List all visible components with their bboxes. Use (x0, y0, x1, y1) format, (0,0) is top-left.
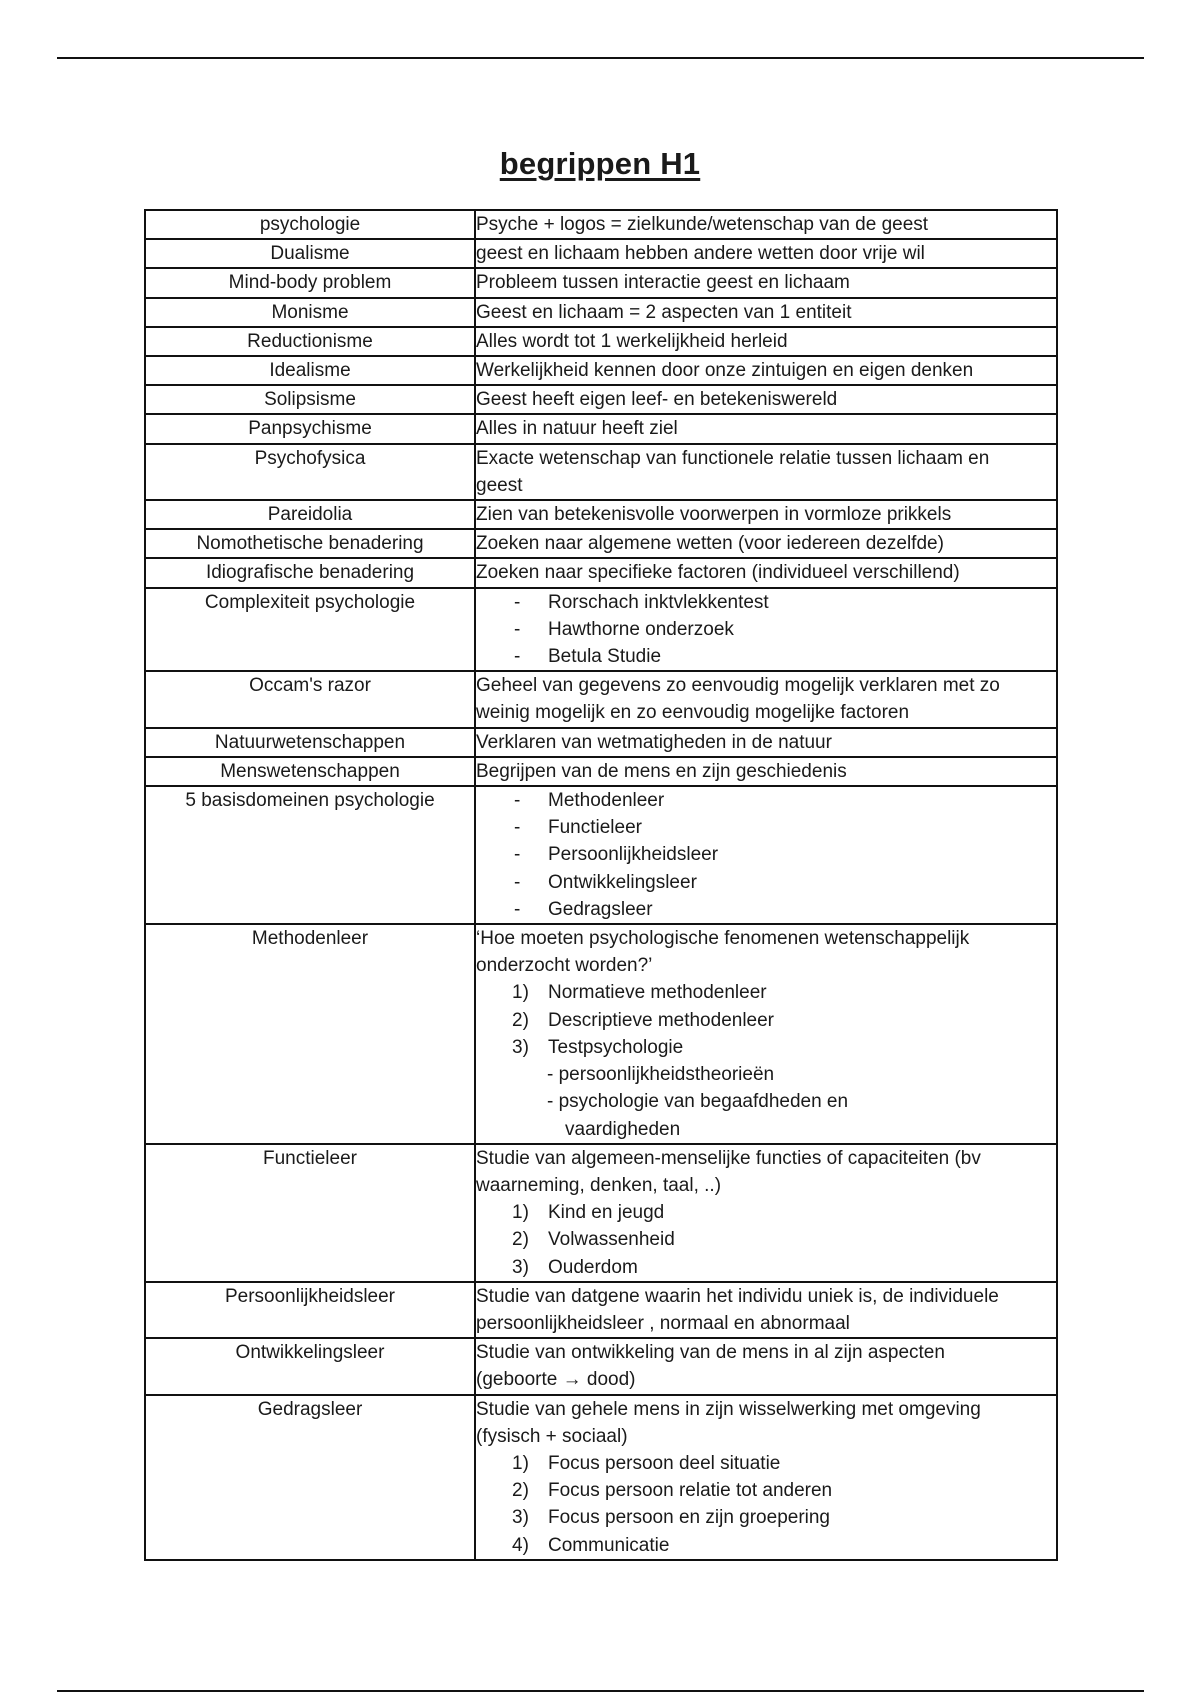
list-item (476, 1477, 1056, 1504)
definition-cell (475, 588, 1057, 672)
definition-cell (475, 298, 1057, 327)
list-item (476, 1226, 1056, 1253)
term-cell: Natuurwetenschappen (145, 728, 475, 757)
list-item (476, 1007, 1056, 1034)
list-item-text: Gedragsleer (548, 898, 653, 920)
definition-cell (475, 728, 1057, 757)
list-item-text: Descriptieve methodenleer (548, 1009, 775, 1031)
term-cell: Idealisme (145, 356, 475, 385)
list-item (476, 841, 1056, 868)
definition-line: Geest heeft eigen leef- en betekeniswereld (476, 389, 838, 411)
definition-line: Zoeken naar algemene wetten (voor iedereen dezelfde) (476, 533, 944, 555)
definition-line: Geest en lichaam = 2 aspecten van 1 entiteit (476, 301, 852, 323)
dash-marker: - (514, 591, 521, 613)
term-cell: Functieleer (145, 1144, 475, 1282)
term-cell: 5 basisdomeinen psychologie (145, 786, 475, 924)
list-item (476, 643, 1056, 670)
table-row (145, 414, 1057, 443)
numbered-list (476, 1450, 1056, 1559)
header-rule (57, 57, 1144, 59)
number-marker: 3) (512, 1507, 529, 1529)
definition-cell (475, 385, 1057, 414)
table-row (145, 298, 1057, 327)
list-item-text: Focus persoon en zijn groepering (548, 1507, 831, 1529)
definition-line: geest en lichaam hebben andere wetten door vrije wil (476, 243, 925, 265)
list-item (476, 869, 1056, 896)
definition-line: Zien van betekenisvolle voorwerpen in vormloze prikkels (476, 504, 952, 526)
list-item (476, 814, 1056, 841)
table-row (145, 356, 1057, 385)
sub-item: - psychologie van begaafdheden en (547, 1091, 849, 1113)
term-cell: Mind-body problem (145, 268, 475, 297)
definition-line: Psyche + logos = zielkunde/wetenschap van de geest (476, 214, 929, 235)
page-title: begrippen H1 (499, 146, 701, 181)
term-cell: Occam's razor (145, 671, 475, 727)
definition-line: geest (476, 474, 523, 496)
definition-line: Werkelijkheid kennen door onze zintuigen en eigen denken (476, 360, 974, 382)
list-item-text: Functieleer (548, 817, 642, 839)
table-row (145, 728, 1057, 757)
list-item (476, 1254, 1056, 1281)
list-item (476, 979, 1056, 1006)
table-row (145, 1144, 1057, 1282)
list-item-text: Ouderdom (548, 1256, 638, 1278)
table-row (145, 239, 1057, 268)
definition-line: Geheel van gegevens zo eenvoudig mogelijk verklaren met zo (476, 675, 1000, 697)
list-item-text: Persoonlijkheidsleer (548, 844, 719, 866)
number-marker: 1) (512, 982, 529, 1004)
terms-table (144, 209, 1058, 1561)
definition-cell (475, 1338, 1057, 1394)
definition-line: Studie van gehele mens in zijn wisselwerking met omgeving (476, 1398, 981, 1420)
table-row (145, 500, 1057, 529)
definition-cell (475, 924, 1057, 1144)
dash-marker: - (514, 817, 521, 839)
table-row (145, 268, 1057, 297)
term-cell: Methodenleer (145, 924, 475, 1144)
list-item (476, 896, 1056, 923)
bullet-list (476, 787, 1056, 923)
definition-cell (475, 786, 1057, 924)
definition-line: weinig mogelijk en zo eenvoudig mogelijke factoren (476, 702, 910, 724)
term-cell: Dualisme (145, 239, 475, 268)
table-row (145, 1282, 1057, 1338)
definition-line: Exacte wetenschap van functionele relatie tussen lichaam en (476, 447, 990, 469)
dash-marker: - (514, 646, 521, 668)
term-cell: Pareidolia (145, 500, 475, 529)
definition-line: Studie van algemeen-menselijke functies of capaciteiten (bv (476, 1147, 981, 1169)
definition-line: (geboorte → dood) (476, 1369, 636, 1391)
list-item (476, 1450, 1056, 1477)
definition-line: persoonlijkheidsleer , normaal en abnormaal (476, 1312, 850, 1334)
definition-line: (fysisch + sociaal) (476, 1425, 628, 1447)
dash-marker: - (514, 618, 521, 640)
number-marker: 4) (512, 1534, 529, 1556)
definition-line: Verklaren van wetmatigheden in de natuur (476, 731, 832, 753)
numbered-list (476, 979, 1056, 1061)
list-item (476, 787, 1056, 814)
definition-cell (475, 268, 1057, 297)
list-item-text: Testpsychologie (548, 1036, 684, 1058)
table-row (145, 529, 1057, 558)
list-item (476, 1199, 1056, 1226)
term-cell: Complexiteit psychologie (145, 588, 475, 672)
definition-cell (475, 500, 1057, 529)
definition-line: waarneming, denken, taal, ..) (476, 1174, 722, 1196)
term-cell: Panpsychisme (145, 414, 475, 443)
number-marker: 3) (512, 1036, 529, 1058)
number-marker: 2) (512, 1229, 529, 1251)
term-cell: Persoonlijkheidsleer (145, 1282, 475, 1338)
definition-cell (475, 356, 1057, 385)
list-item (476, 616, 1056, 643)
definition-cell (475, 1144, 1057, 1282)
table-row (145, 327, 1057, 356)
definition-line: Begrijpen van de mens en zijn geschiedenis (476, 760, 847, 782)
dash-marker: - (514, 898, 521, 920)
table-row (145, 1338, 1057, 1394)
definition-line: Probleem tussen interactie geest en lichaam (476, 272, 850, 294)
number-marker: 2) (512, 1009, 529, 1031)
table-row (145, 786, 1057, 924)
list-item (476, 1532, 1056, 1559)
list-item-text: Rorschach inktvlekkentest (548, 591, 769, 613)
number-marker: 1) (512, 1452, 529, 1474)
table-row (145, 558, 1057, 587)
definition-cell (475, 558, 1057, 587)
term-cell: Ontwikkelingsleer (145, 1338, 475, 1394)
sub-item: vaardigheden (565, 1118, 681, 1140)
definition-cell (475, 529, 1057, 558)
term-cell: Psychofysica (145, 444, 475, 500)
list-item (476, 1504, 1056, 1531)
term-cell: Nomothetische benadering (145, 529, 475, 558)
list-item-text: Betula Studie (548, 646, 662, 668)
number-marker: 3) (512, 1256, 529, 1278)
list-item-text: Kind en jeugd (548, 1202, 665, 1224)
definition-cell (475, 444, 1057, 500)
table-row (145, 1395, 1057, 1560)
definition-cell (475, 757, 1057, 786)
list-item (476, 589, 1056, 616)
table-row (145, 385, 1057, 414)
dash-marker: - (514, 790, 521, 812)
bullet-list (476, 589, 1056, 671)
term-cell: Monisme (145, 298, 475, 327)
list-item-text: Focus persoon deel situatie (548, 1452, 781, 1474)
definition-line: Studie van ontwikkeling van de mens in al zijn aspecten (476, 1342, 945, 1364)
table-row (145, 671, 1057, 727)
list-item-text: Communicatie (548, 1534, 670, 1556)
list-item-text: Methodenleer (548, 790, 665, 812)
table-row (145, 588, 1057, 672)
list-item-text: Ontwikkelingsleer (548, 871, 697, 893)
definition-line: onderzocht worden?’ (476, 955, 653, 977)
dash-marker: - (514, 871, 521, 893)
table-row (145, 757, 1057, 786)
list-item-text: Normatieve methodenleer (548, 982, 767, 1004)
term-cell: Reductionisme (145, 327, 475, 356)
definition-line: Studie van datgene waarin het individu uniek is, de individuele (476, 1285, 999, 1307)
number-marker: 1) (512, 1202, 529, 1224)
list-item-text: Hawthorne onderzoek (548, 618, 734, 640)
definition-line: Zoeken naar specifieke factoren (individueel verschillend) (476, 562, 960, 584)
term-cell: Solipsisme (145, 385, 475, 414)
numbered-list (476, 1199, 1056, 1281)
table-row (145, 924, 1057, 1144)
definition-line: ‘Hoe moeten psychologische fenomenen wetenschappelijk (476, 928, 970, 950)
definition-cell (475, 1395, 1057, 1560)
definition-cell (475, 1282, 1057, 1338)
number-marker: 2) (512, 1480, 529, 1502)
term-cell: psychologie (145, 210, 475, 239)
table-row (145, 210, 1057, 239)
definition-cell (475, 239, 1057, 268)
definition-cell (475, 327, 1057, 356)
table-row (145, 444, 1057, 500)
list-item (476, 1034, 1056, 1061)
footer-rule (57, 1690, 1144, 1692)
term-cell: Idiografische benadering (145, 558, 475, 587)
definition-cell (475, 210, 1057, 239)
term-cell: Menswetenschappen (145, 757, 475, 786)
definition-line: Alles wordt tot 1 werkelijkheid herleid (476, 330, 788, 352)
definition-cell (475, 414, 1057, 443)
list-item-text: Focus persoon relatie tot anderen (548, 1480, 833, 1502)
definition-line: Alles in natuur heeft ziel (476, 418, 678, 440)
sub-item: - persoonlijkheidstheorieën (547, 1064, 775, 1086)
term-cell: Gedragsleer (145, 1395, 475, 1560)
list-item-text: Volwassenheid (548, 1229, 675, 1251)
definition-cell (475, 671, 1057, 727)
dash-marker: - (514, 844, 521, 866)
